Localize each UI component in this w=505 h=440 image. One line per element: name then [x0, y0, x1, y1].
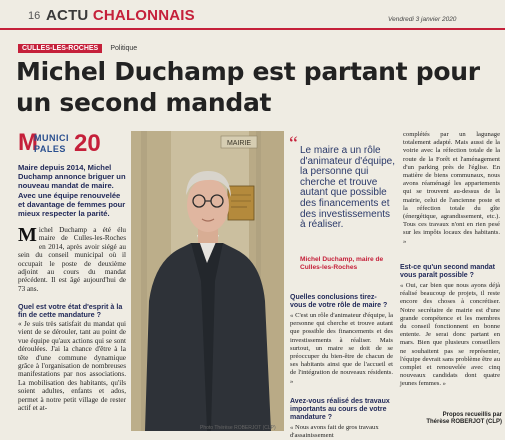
page-header [0, 0, 505, 34]
logo-m-letter: M [18, 129, 38, 156]
issue-date: Vendredi 3 janvier 2020 [388, 16, 457, 23]
credit-line-1: Propos recueillis par [442, 412, 502, 418]
answer-1: « Je suis très satisfait du mandat qui vient de se dérouler, tant au point de vue équipe qu'aux actions qui se sont déroulées. J'ai la chance d'être à la tête d'une commune dynamique grâce à l'organisation de nombreuses manifestations par nos associations. La mobilisation des habitants, qu'ils soient adultes, enfants et ados, permet à notre petit village de rester actif et at- [18, 320, 126, 413]
location-tag: CULLES-LES-ROCHES [18, 44, 102, 53]
quote-mark-icon: “ [289, 133, 298, 155]
pull-quote: Le maire a un rôle d'animateur d'équipe, la personne qui cherche et trouve autant que possible des financements et des investissements à réaliser. [300, 145, 395, 231]
question-1: Quel est votre état d'esprit à la fin de cette mandature ? [18, 302, 123, 320]
section-title-part2: CHALONNAIS [92, 7, 195, 24]
question-3: Avez-vous réalisé des travaux importants au cours de votre mandature ? [290, 398, 390, 422]
mayor-photo-illustration [131, 131, 284, 431]
pull-quote-author: Michel Duchamp, maire de Culles-les-Roches [300, 256, 384, 271]
answer-4: « Oui, car bien que nous ayons déjà réalisé beaucoup de projets, il reste encore des choses à concrétiser. Notre secrétaire de mairie est d'une grande compétence et les membres du conseil fonctionnent en bonne entente. Je serai donc partant en mars. Bien que plusieurs conseillers ne souhaitent pas se représenter, l'équipe devrait sans problème être au complet et renouvelée avec cinq nouveaux candidats dont quatre jeunes femmes. » [400, 282, 500, 388]
mairie-sign: MAIRIE [226, 140, 252, 147]
answer-3: « Nous avons fait de gros travaux d'assainissement [290, 424, 379, 440]
page-number: 16 [28, 10, 41, 22]
photo-caption: Photo Thérèse ROBERJOT (CLP) [200, 425, 276, 431]
municipales-logo [18, 131, 110, 159]
mayor-photo [131, 131, 284, 431]
category-label: Politique [110, 45, 138, 52]
author-credit [420, 412, 502, 426]
answer-2: « C'est un rôle d'animateur d'équipe, la personne qui cherche et trouve autant que possible des financements et des investissements à réaliser. Mais surtout, un maire se doit de se préoccuper du bien-être de chacun de ses habitants ainsi que de l'accueil et de l'intégration de nouveaux résidents. » [290, 312, 393, 385]
article-intro [18, 226, 126, 293]
intro-text: ichel Duchamp a été élu maire de Culles-les-Roches en 2014, après avoir siégé au sein du conseil municipal où il occupait le poste de deuxième adjoint au cours du mandat précédent. Il est âgé aujourd'hui de 73 ans. [18, 226, 126, 293]
drop-cap: M [18, 224, 37, 246]
question-4: Est-ce qu'un second mandat vous paraît possible ? [400, 264, 496, 280]
article-headline: Michel Duchamp est partant pour un second mandat [16, 57, 480, 117]
section-title-part1: ACTU [46, 7, 89, 24]
logo-line2: PALES [34, 144, 66, 154]
header-rule [0, 28, 505, 30]
logo-year: 20 [74, 130, 101, 157]
article-kicker [18, 44, 137, 54]
answer-3-continued: complétés par un lagunage totalement adapté. Mais aussi de la voirie avec la réfection totale de la route de la Forêt et l'aménagement d'un parking près de l'église. En matière de biens communaux, nous avons réaménagé les appartements qui se trouvent au-dessus de la mairie, celui de l'ancienne poste et la réfection totale du gîte (énergétique, agrandissement, etc.). Tous ces travaux n'ont en rien pesé sur les impôts locaux des habitants. » [403, 131, 500, 245]
credit-line-2: Thérèse ROBERJOT (CLP) [426, 419, 502, 425]
logo-line1: MUNICI [34, 133, 69, 143]
section-title [46, 7, 195, 24]
article-lead: Maire depuis 2014, Michel Duchamp annonce briguer un nouveau mandat de maire. Avec une équipe renouvelée et davantage de femmes pour mieux respecter la parité. [18, 163, 126, 219]
question-2: Quelles conclusions tirez-vous de votre rôle de maire ? [290, 294, 388, 310]
